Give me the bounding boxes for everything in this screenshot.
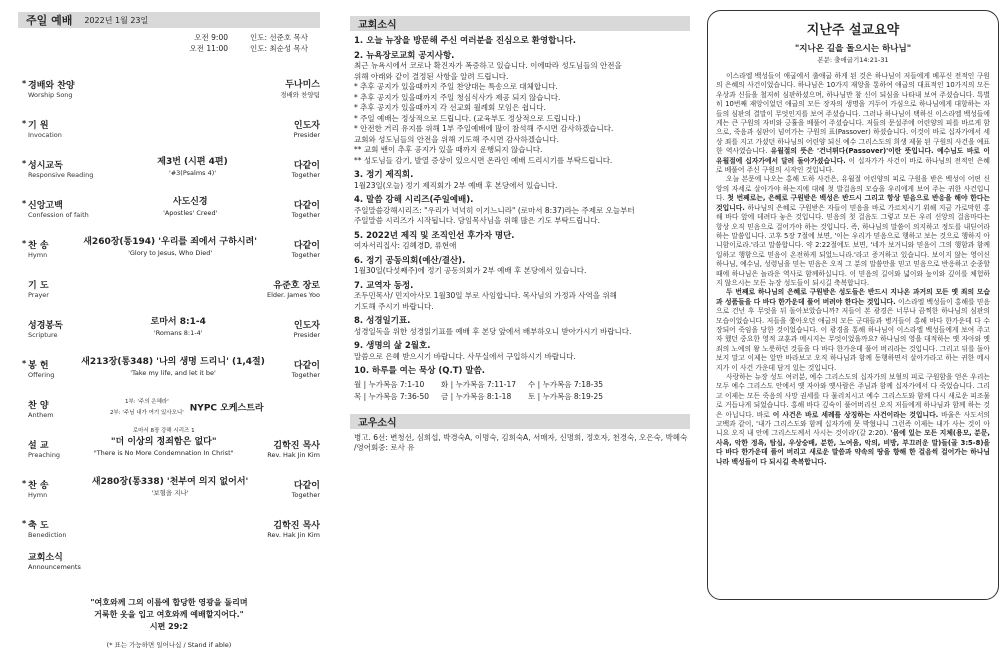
news-list	[354, 36, 690, 377]
news-column	[340, 0, 700, 612]
order-item-name: * 경배와 찬양 Worship Song	[22, 79, 75, 99]
news-item-line: * 추후 공지가 있을때까지 주일 청심식사가 제공 되지 않습니다.	[354, 92, 561, 102]
stand-marker: *	[22, 359, 27, 368]
news-item-line: 여자서리집사: 김혜경D, 류현애	[354, 241, 457, 250]
order-item-leader-en: Together	[291, 211, 320, 219]
stand-marker: *	[22, 479, 27, 488]
order-item-leader-en: Presider	[293, 331, 320, 339]
order-item-name: * 기 원 Invocation	[22, 119, 62, 139]
news-item-heading: 9. 생명의 삶 2월호.	[354, 341, 431, 351]
news-item-line: 주일말씀강해시리즈: "우리가 넉넉히 이기느니라" (로마서 8:37)라는 주제로 오늘부터	[354, 205, 635, 215]
order-item-detail-en: '#3(Psalms 4)'	[168, 169, 217, 177]
order-item-name: 설 교 Preaching	[28, 441, 61, 459]
news-item	[354, 316, 690, 337]
worship-title: 주일 예배	[26, 14, 73, 27]
sermon-emphasis: 유월절의 뜻은 '건너뛰다(Passover)'이란 뜻입니다. 예수님도 바로 이 유월절에 십자가에서 달려 돌아가셨습니다.	[716, 147, 990, 165]
sermon-emphasis: '몸에 있는 모든 지체(용모, 분문, 사욕, 악한 정욕, 탐심, 우상숭배, 분한, 노여움, 악의, 비방, 부끄러운 말)들(골 3:5-8)을 다 바다 한가운데 풀어 버리고 새로운 말씀과 약속의 땅을 향해 한 걸음씩 걸어가는 하나님 나라 백성들이 다 되시길 축복합니다.	[716, 429, 990, 466]
order-item-leader: 다같이 Together	[291, 481, 320, 499]
announcements-label	[28, 550, 338, 571]
order-item	[22, 100, 320, 140]
sermon-ref: 본문: 출애굽기14:21-31	[817, 56, 889, 64]
order-item-detail-en: 'Glory to Jesus, Who Died'	[128, 249, 213, 257]
anthem-part: 1부: '주의 은혜라'	[124, 399, 169, 405]
sermon-paragraph	[716, 373, 990, 467]
sermon-paragraph	[716, 288, 990, 373]
news-item-heading: 1. 오늘 뉴장을 방문해 주신 여러분을 진심으로 환영합니다.	[354, 36, 576, 46]
order-item	[28, 380, 320, 420]
order-item	[28, 300, 320, 340]
order-item-detail-en: 'Romans 8:1-4'	[153, 329, 203, 337]
blessing-line: "여호와께 그의 이름에 합당한 영광을 돌리며	[90, 598, 248, 607]
qt-cell: 토 | 누가복음 8:19-25	[528, 392, 603, 401]
order-item-name: 기 도 Prayer	[28, 281, 49, 299]
sermon-text: 오늘 본문에 나오는 홍해 도하 사건은, 유월절 어린양의 피로 구원을 받은 백성이 어떤 신앙의 자세로 살아가야 하는지에 대해 첫 발걸음의 모습을 우리에게 보여 주는 귀한 사건입니다.	[716, 175, 990, 203]
news-item	[354, 170, 690, 191]
order-item	[22, 500, 320, 540]
order-item-name-en: Responsive Reading	[28, 171, 94, 179]
qt-cell: 목 | 누가복음 7:36-50	[354, 392, 429, 401]
order-item-detail: 사도신경 'Apostles' Creed'	[89, 197, 292, 219]
order-item-name-en: Hymn	[28, 491, 48, 499]
sermon-column	[703, 0, 1008, 612]
news-item-line: * 주일 예배는 정상적으로 드립니다. (교육부도 정상적으로 드립니다.)	[354, 113, 581, 123]
order-item	[22, 460, 320, 500]
news-item-heading: 2. 뉴욕장로교회 공지사항.	[354, 50, 455, 61]
order-item-leader: 다같이 Together	[291, 201, 320, 219]
order-item-name-en: Invocation	[28, 131, 62, 139]
qt-cell: 화 | 누가복음 7:11-17	[441, 379, 516, 389]
news-item-line: 기도해 주시기 바랍니다.	[354, 301, 434, 311]
news-item	[354, 36, 690, 47]
order-item-detail: 로마서 8장 강해 시리즈 1 "더 이상의 정죄함은 없다" "There is No More Condemnation In Christ"	[60, 426, 267, 459]
blessing-ref: 시편 29:2	[149, 622, 189, 631]
sermon-paragraph	[716, 72, 990, 175]
stand-marker: *	[22, 199, 27, 208]
news-item-heading: 5. 2022년 제직 및 조직인선 후가자 명단.	[354, 230, 515, 241]
edu-header	[350, 414, 690, 429]
news-item-line: 성경일독을 위한 성경읽기표를 예배 후 본당 앞에서 배부하오니 받아가시기 바랍니다.	[354, 326, 632, 336]
order-item-name-en: Scripture	[28, 331, 58, 339]
order-item	[22, 60, 320, 100]
order-item-leader-en: Together	[291, 251, 320, 259]
sermon-emphasis: 두 번째로 하나님의 은혜로 구원받은 성도들은 반드시 지나온 과거의 모든 옛 죄의 모습과 성품들을 다 바다 한가운데 풀어 버려야 한다는 것입니다.	[716, 288, 990, 306]
sermon-paragraph	[716, 175, 990, 288]
order-item-name: 찬 양 Anthem	[28, 401, 54, 419]
news-item-heading: 8. 성경일기표.	[354, 316, 411, 326]
sermon-box	[707, 10, 999, 600]
order-item	[22, 220, 320, 260]
edu-text: 병고. 6선: 변청선, 심희섭, 박경숙A, 이명숙, 김희숙A, 서매자, 신명희, 정호자, 천경숙, 오은숙, 박혜숙 /영어회중: 로사 유	[354, 432, 688, 452]
order-item-detail-en: '보혈을 지나'	[151, 489, 189, 497]
qt-row	[354, 391, 615, 404]
news-item-line: 조두민목사/ 민지아사모 1월30일 부로 사임합니다. 목사님의 가정과 사역을 위해	[354, 291, 617, 300]
sermon-text: 사랑하는 뉴장 성도 여러분, 예수 그리스도의 십자가의 보혈의 피로 구원함을 얻은 우리는 모두 예수 그리스도 안에서 옛 자아와 옛사람은 주님과 함께 십자가에서 다 죽었습니다. 그리고 이제는 모든 죽음의 사망 권세를 다 물리치시고 예수 그리스도와 함께 다시 새로운 피조물로 거듭나게 되었습니다. 홍해 바다 깊숙이 풀어버리신 오직 저들에게 하나님과 함께 하는 것은 아닙니다. 바로	[716, 373, 990, 419]
order-item	[28, 260, 320, 300]
news-item-heading: 3. 정기 제직회.	[354, 170, 414, 180]
order-item-detail: 1부: '주의 은혜라' 2부: '주님 내가 여기 있사오니' NYPC 오케스트라	[54, 397, 320, 419]
order-item-leader: 다같이 Together	[291, 161, 320, 179]
news-item-line: 1월30일(다섯째주)에 정기 공동의회가 2부 예배 후 본당에서 있습니다.	[354, 266, 587, 275]
sermon-text: 이 십자가가 사건이 바로 하나님의 전적인 은혜로 베풀어 주신 구원의 시작인 것입니다.	[716, 156, 990, 175]
service-times	[0, 32, 308, 54]
order-item-name-en: Prayer	[28, 291, 49, 299]
service-time: 오전 9:00	[194, 33, 228, 42]
order-item-leader: 김학진 목사 Rev. Hak Jin Kim	[267, 441, 320, 459]
service-row	[0, 32, 308, 43]
news-item	[354, 341, 690, 362]
sermon-text: 이스라엘 백성들이 홍해를 믿음으로 건넌 후 무엇을 뒤 돌아보았습니까? 저들이 본 광경은 너무나 끔찍한 하나님의 심판의 모습이었습니다. 저들을 쫓아오던 애굽의 모든 군대들과 병거들이 홍해 바다 한가운데 다 수장되어 죽임을 당한 것이었습니다. 이 광경을 통해 하나님이 이스라엘 백성들에게 보여 주고자 했던 중요한 영적 교훈과 메시지는 무엇이었을까요? 하나님의 영을 대적하는 옛 자아와 옛 죄의 노예의 왕 노릇하던 것들을 다 바다 한가운데 풀어 버리라는 것입니다. 그리고 뒤를 돌아보지 말고 이제는 앞만 바라보고 오직 하나님과 함께 동행하면서 살아가라고 하는 귀한 메시지가 이 사건 가운데 담겨 있는 것입니다.	[716, 297, 991, 372]
stand-marker: *	[22, 79, 27, 88]
stand-marker: *	[22, 239, 27, 248]
order-item-name: * 찬 송 Hymn	[22, 479, 49, 499]
sermon-subtitle: "지나온 길을 돌으시는 하나님"	[794, 44, 912, 54]
order-item-leader: 다같이 Together	[291, 361, 320, 379]
news-item-line: * 추후 공지가 있을때까지 각 선교회 월례회 모임은 쉽니다.	[354, 103, 546, 112]
order-item-leader: 다같이 Together	[291, 241, 320, 259]
sermon-text: 바울은 사도서의 고백과 같이, '내가 그리스도와 함께 십자가에 못 박혔나니 그런즉 이제는 내가 사는 것이 아니요 오직 내 안에 그리스도께서 사시는 것이라'(갈 2:20).	[716, 410, 990, 438]
order-item-detail: 로마서 8:1-4 'Romans 8:1-4'	[63, 317, 294, 339]
order-item-leader: 인도자 Presider	[293, 121, 320, 139]
order-item-leader-en: Together	[291, 491, 320, 499]
news-title: 교회소식	[358, 20, 397, 31]
order-item-detail: 새213장(통348) '나의 생명 드리니' (1,4절) 'Take my life, and let it be'	[54, 357, 291, 379]
order-item-leader-en: Presider	[293, 131, 320, 139]
order-item-name: * 축 도 Benediction	[22, 519, 67, 539]
order-item-detail-en: "There is No More Condemnation In Christ"	[93, 449, 234, 457]
news-item	[354, 51, 690, 167]
order-item-name-en: Anthem	[28, 411, 54, 419]
order-item-detail: 새260장(통194) '우리를 죄에서 구하시려' 'Glory to Jesus, Who Died'	[49, 237, 292, 259]
order-item-detail: 제3번 (시편 4편) '#3(Psalms 4)'	[93, 157, 291, 179]
announcements-ko: 교회소식	[28, 553, 63, 563]
qt-row	[354, 379, 615, 392]
order-item	[22, 140, 320, 180]
order-item-name-en: Preaching	[28, 451, 61, 459]
order-item-leader-en: Together	[291, 371, 320, 379]
news-item-line: 교회와 성도님들의 안전을 위해 기도해 주시면 감사하겠습니다.	[354, 134, 560, 144]
order-item-name-en: Hymn	[28, 251, 48, 259]
order-item-name: * 찬 송 Hymn	[22, 239, 49, 259]
worship-date: 2022년 1월 23일	[84, 15, 149, 25]
service-presider: 인도: 선준호 목사	[249, 33, 308, 42]
order-item-leader: 유준호 장로 Elder. James Yoo	[267, 281, 320, 299]
news-item-line: 1월23일(오늘) 정기 제직회가 2부 예배 후 본당에서 있습니다.	[354, 180, 558, 190]
order-item-leader-en: Together	[291, 171, 320, 179]
news-item	[354, 195, 690, 227]
news-item-line: ** 교회 밴이 추후 공지가 있을 때까지 운행되지 않습니다.	[354, 145, 543, 154]
stand-note: (* 표는 가능하면 일어나십 / Stand if able)	[106, 641, 232, 649]
sermon-emphasis: 첫 번째로는, 은혜로 구원받은 백성은 반드시 그리고 항상 믿음으로 반응을 해야 한다는 것입니다.	[716, 194, 990, 212]
news-item-line: 말씀으로 은혜 받으시기 바랍니다. 사무실에서 구입하시기 바랍니다.	[354, 351, 576, 361]
order-item-leader: 인도자 Presider	[293, 321, 320, 339]
sermon-series: 로마서 8장 강해 시리즈 1	[132, 428, 195, 434]
order-item-name: 성경봉독 Scripture	[28, 321, 63, 339]
anthem-part: 2부: '주님 내가 여기 있사오니'	[109, 410, 184, 416]
order-item-name-en: Confession of faith	[28, 211, 89, 219]
order-item	[28, 420, 320, 460]
stand-marker: *	[22, 519, 27, 528]
worship-order-column	[0, 0, 338, 649]
order-item-name: * 봉 헌 Offering	[22, 359, 55, 379]
order-item-leader: 김학진 목사 Rev. Hak Jin Kim	[267, 521, 320, 539]
edu-title: 교우소식	[358, 417, 397, 429]
order-item-detail: 새280장(통338) '천부여 의지 없어서' '보혈을 지나'	[49, 477, 292, 499]
order-item	[22, 180, 320, 220]
order-item-name: * 성시교독 Responsive Reading	[22, 159, 94, 179]
news-item-line: 주일말씀 시리즈가 시작됩니다. 담임목사님을 위해 많은 기도 부탁드립니다.	[354, 216, 601, 225]
stand-marker: *	[22, 119, 27, 128]
anthem-parts	[110, 397, 184, 419]
qt-table	[354, 379, 615, 404]
news-item-heading: 7. 교역자 동정.	[354, 280, 414, 291]
qt-cell: 금 | 누가복음 8:1-18	[441, 392, 512, 401]
order-item-name-en: Benediction	[28, 531, 67, 539]
news-item	[354, 256, 690, 277]
order-item-name-en: Offering	[28, 371, 55, 379]
worship-header	[18, 12, 320, 28]
news-item-heading: 6. 정기 공동의회(예산/결산).	[354, 255, 466, 266]
sermon-text: 이스라엘 백성들이 애굽에서 출애굽 하게 된 것은 하나님이 저들에게 베푸신 전적인 구원의 은혜의 사건이었습니다. 하나님은 10가지 재앙을 통하여 애굽의 대표적인 10가지의 모든 우상과 신들을 철저히 심판하셨으며, 하나님만 참 신이 되심을 나타내 보여 주셨습니다. 특별히 10번째 재앙이었던 애굽의 모든 장자의 생명을 거두어 가심으로 하나님에게 대항하는 자들의 심판의 결말이 무엇인지를 보여 주셨습니다. 그러나 하나님이 택하신 이스라엘 백성들에게는 큰 구원의 자비와 긍휼을 베풀어 주셨습니다. 저들의 문설주에 어린양의 피를 바르게 함으로, 죽음과 심판이 넘어가는 구원의 표(Passover) 하셨습니다. 이것이 바로 십자가에서 세상 죄를 지고 가셨던 하나님의 어린양 되신 예수 그리스도의 희생 제물 된 구원의 사건을 예표한 역사였습니다.	[716, 72, 990, 156]
service-time: 오전 11:00	[189, 44, 228, 53]
order-item-leader-en: Rev. Hak Jin Kim	[267, 531, 320, 539]
news-item-line: 위해 아래와 같이 결정된 사항을 알려 드립니다.	[354, 71, 509, 81]
news-item-line: * 안전한 거리 유지를 위해 1부 주일예배에 많이 참석해 주시면 감사하겠습니다.	[354, 124, 614, 133]
stand-marker: *	[22, 159, 27, 168]
news-item-heading: 4. 말씀 강해 시리즈(주일예배).	[354, 195, 474, 205]
blessing-line: 거룩한 옷을 입고 여호와께 예배할지어다."	[94, 610, 244, 619]
order-item-name: * 신앙고백 Confession of faith	[22, 199, 89, 219]
sermon-text: 하나님의 은혜로 구원받은 자들이 믿음을 바로 가르치시기 위해 지금 가로막힌 홍해 바다 앞에 데려다 놓은 것입니다. 믿음의 첫 걸음도 그렇고 모든 우리 신앙의 걸음마다는 항상 오직 믿음으로 걸어가야 하는 것입니다. 즉, 하나님의 말씀이 의지하고 정도를 내딛어라 하는 말씀입니다. 고후 5장 7절에 보면, '이는 우리가 믿음으로 행하고 보는 것으로 행하지 아니함이로라.'라고 말씀합니다. 약 2:22절에도 보면, '네가 보거니와 믿음이 그의 행함과 함께 일하고 행함으로 믿음이 온전하게 되었느니라.'라고 증거하고 있습니다. 보이지 않는 영이신 하나님, 예수님, 성령님을 믿는 믿음은 오직 그 분의 말씀만을 믿고 믿음으로 반응하고 순종할 때에 하나님은 놀라운 역사로 함께하십니다. 이 믿음의 길이와 넓이와 높이와 깊이를 체험하지 않으시는 모든 뉴장 성도들이 되시길 축복합니다.	[716, 203, 990, 287]
service-presider: 인도: 최순성 목사	[249, 44, 308, 53]
news-header	[350, 16, 690, 31]
order-item-leader-en: Elder. James Yoo	[267, 291, 320, 299]
order-item	[22, 340, 320, 380]
blessing-verse	[20, 597, 318, 651]
order-item-leader: 두나미스 경배와 찬양팀	[280, 80, 320, 99]
sermon-title: 지난주 설교요약	[806, 23, 900, 38]
news-item-heading: 10. 하루를 여는 묵상 (Q.T) 말씀.	[354, 366, 486, 376]
sermon-emphasis: 이 사건은 바로 세례를 상징하는 사건이라는 것입니다.	[772, 410, 939, 419]
order-item-detail-en: 'Apostles' Creed'	[163, 209, 218, 217]
news-item	[354, 366, 690, 377]
announcements-en: Announcements	[28, 563, 81, 571]
order-item-name-en: Worship Song	[28, 91, 73, 99]
qt-table-wrap	[354, 379, 690, 404]
news-item-line: * 추후 공지가 있을때까지 주일 찬양대는 특송으로 대체합니다.	[354, 82, 558, 91]
order-list	[22, 60, 320, 540]
service-row	[0, 43, 308, 54]
order-item-detail-en: 'Take my life, and let it be'	[130, 369, 216, 377]
qt-cell: 수 | 누가복음 7:18-35	[528, 379, 603, 389]
sermon-body	[716, 72, 990, 467]
qt-cell: 월 | 누가복음 7:1-10	[354, 379, 425, 389]
news-item	[354, 231, 690, 252]
news-item	[354, 281, 690, 313]
order-item-leader-en: 경배와 찬양팀	[280, 91, 320, 99]
news-item-line: 최근 뉴욕시에서 코로나 확진자가 폭증하고 있습니다. 이에따라 성도님들의 안전을	[354, 61, 622, 70]
order-item-leader-en: Rev. Hak Jin Kim	[267, 451, 320, 459]
news-item-line: ** 성도님들 감기, 발열 증상이 있으시면 온라인 예배 드리시기를 부탁드립니다.	[354, 155, 613, 165]
